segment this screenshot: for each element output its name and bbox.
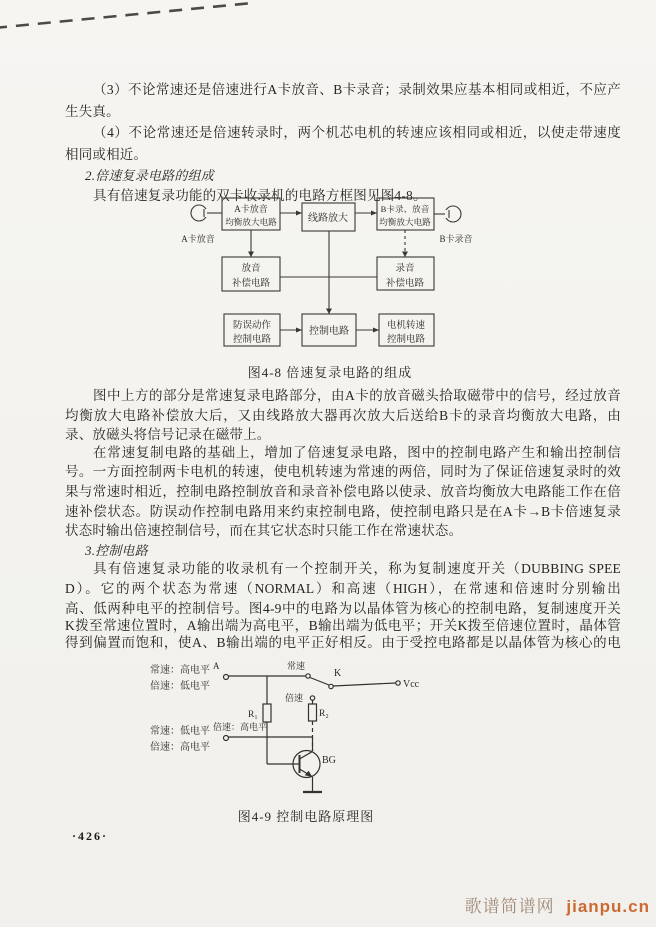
head-b-label: B卡录音 [439, 234, 473, 244]
label-b-sup: 倍速：高电平 [213, 722, 268, 732]
box-label: 录音 [395, 264, 415, 274]
text-line: 均衡放大电路补偿放大后，又由线路放大器再次放大后送给B卡的录音均衡放大电路，由 [65, 408, 621, 423]
text-line: 相同或相近。 [65, 147, 148, 162]
text-line: 具有倍速复录功能的收录机有一个控制开关，称为复制速度开关（DUBBING SPEE [93, 561, 621, 576]
box-label: 均衡放大电路 [225, 217, 277, 227]
text-line: 在常速复制电路的基础上，增加了倍速复录电路，图中的控制电路产生和输出控制信 [93, 445, 621, 460]
watermark-domain: jianpu.cn [566, 897, 650, 916]
box-label: A卡放音 [234, 204, 268, 214]
text-line: 速补偿状态。防误动作控制电路用来约束控制电路，使控制电路只是在A卡→B卡倍速复录 [65, 504, 621, 519]
watermark-site-name: 歌谱简谱网 [464, 897, 555, 916]
diagram-labels [181, 203, 472, 345]
text-line: D）。它的两个状态为常速（NORMAL）和高速（HIGH），在常速和倍速时分别输出 [65, 581, 621, 596]
box-label: 控制电路 [232, 335, 272, 345]
watermark [465, 892, 650, 917]
text-line: 录、放磁头将信号记录在磁带上。 [65, 427, 271, 442]
head-a-label: A卡放音 [181, 234, 215, 244]
label-vcc: Vcc [403, 679, 420, 690]
label-r1: R₁ [248, 710, 258, 720]
label-normal-contact: 常速 [287, 661, 306, 671]
label-high-contact: 倍速 [285, 693, 304, 703]
text-line: 生失真。 [65, 104, 120, 119]
text-line: 高、低两种电平的控制信号。图4-9中的电路为以晶体管为核心的控制电路，复制速度开关 [65, 601, 621, 616]
text-line: 得到偏置而饱和，使A、B输出端的电平正好相反。由于受控电路都是以晶体管为核心的电 [65, 635, 621, 650]
box-label: 控制电路 [386, 335, 426, 345]
text-line: 果与常速时相近，控制电路控制放音和录音补偿电路以使录、放音均衡放大电路能工作在倍 [65, 484, 621, 499]
figure-4-9-schematic [140, 650, 472, 808]
box-label: 均衡放大电路 [379, 217, 431, 227]
figure-4-8-block-diagram [168, 195, 490, 361]
terminal-vcc [396, 681, 400, 685]
label-r2: R₂ [319, 709, 329, 719]
box-label: B卡录、放音 [380, 204, 430, 214]
figure-4-9-caption: 图4-9 控制电路原理图 [237, 809, 375, 824]
text-line: K拨至常速位置时，A输出端为高电平，B输出端为低电平；开关K拨至倍速位置时，晶体管 [65, 618, 621, 633]
section-heading: 3.控制电路 [85, 543, 148, 558]
switch-contact-high [310, 696, 314, 700]
text-line: （4）不论常速还是倍速转录时，两个机芯电机的转速应该相同或相近，以使走带速度 [93, 125, 621, 140]
box-label: 线路放大 [308, 213, 348, 224]
text-line: 状态时输出倍速控制信号，而在其它状态时只能工作在常速状态。 [65, 523, 463, 538]
label-a-high: 倍速：低电平 [150, 681, 210, 692]
label-b-normal: 常速：低电平 [150, 726, 210, 737]
box-label: 防误动作 [232, 321, 272, 331]
box-label: 补偿电路 [385, 279, 425, 289]
label-a-sup: A [213, 661, 220, 671]
text-line: 图中上方的部分是常速复录电路部分，由A卡的放音磁头拾取磁带中的信号，经过放音 [93, 388, 621, 403]
box-label: 补偿电路 [231, 279, 271, 289]
switch-pole-k [329, 684, 333, 688]
circuit-wires [224, 674, 401, 792]
page-tear-dashed-line [0, 0, 300, 40]
text-line: 号。一方面控制两卡电机的转速，使电机转速为常速的两倍，同时为了保证倍速复录时的效 [65, 464, 621, 479]
label-a-normal: 常速：高电平 [150, 665, 210, 676]
label-bg: BG [322, 755, 336, 766]
terminal-a [224, 675, 229, 680]
text-line: 具有倍速复录功能的双卡收录机的电路方框图见图4-8。 [93, 188, 427, 203]
box-label: 电机转速 [386, 321, 426, 331]
figure-4-8-caption: 图4-8 倍速复录电路的组成 [247, 365, 413, 380]
section-heading: 2.倍速复录电路的组成 [85, 168, 214, 183]
box-label: 放音 [241, 264, 261, 274]
text-line: （3）不论常速还是倍速进行A卡放音、B卡录音；录制效果应基本相同或相近，不应产 [93, 82, 621, 97]
label-switch-k: K [334, 668, 342, 679]
terminal-b [224, 736, 229, 741]
resistor-r2 [309, 704, 317, 721]
emitter-arrow [305, 771, 313, 777]
box-label: 控制电路 [309, 326, 349, 337]
page-number: ·426· [72, 829, 109, 843]
switch-contact-normal [306, 674, 310, 678]
resistor-r1 [263, 704, 271, 722]
label-b-high: 倍速：高电平 [150, 742, 210, 753]
